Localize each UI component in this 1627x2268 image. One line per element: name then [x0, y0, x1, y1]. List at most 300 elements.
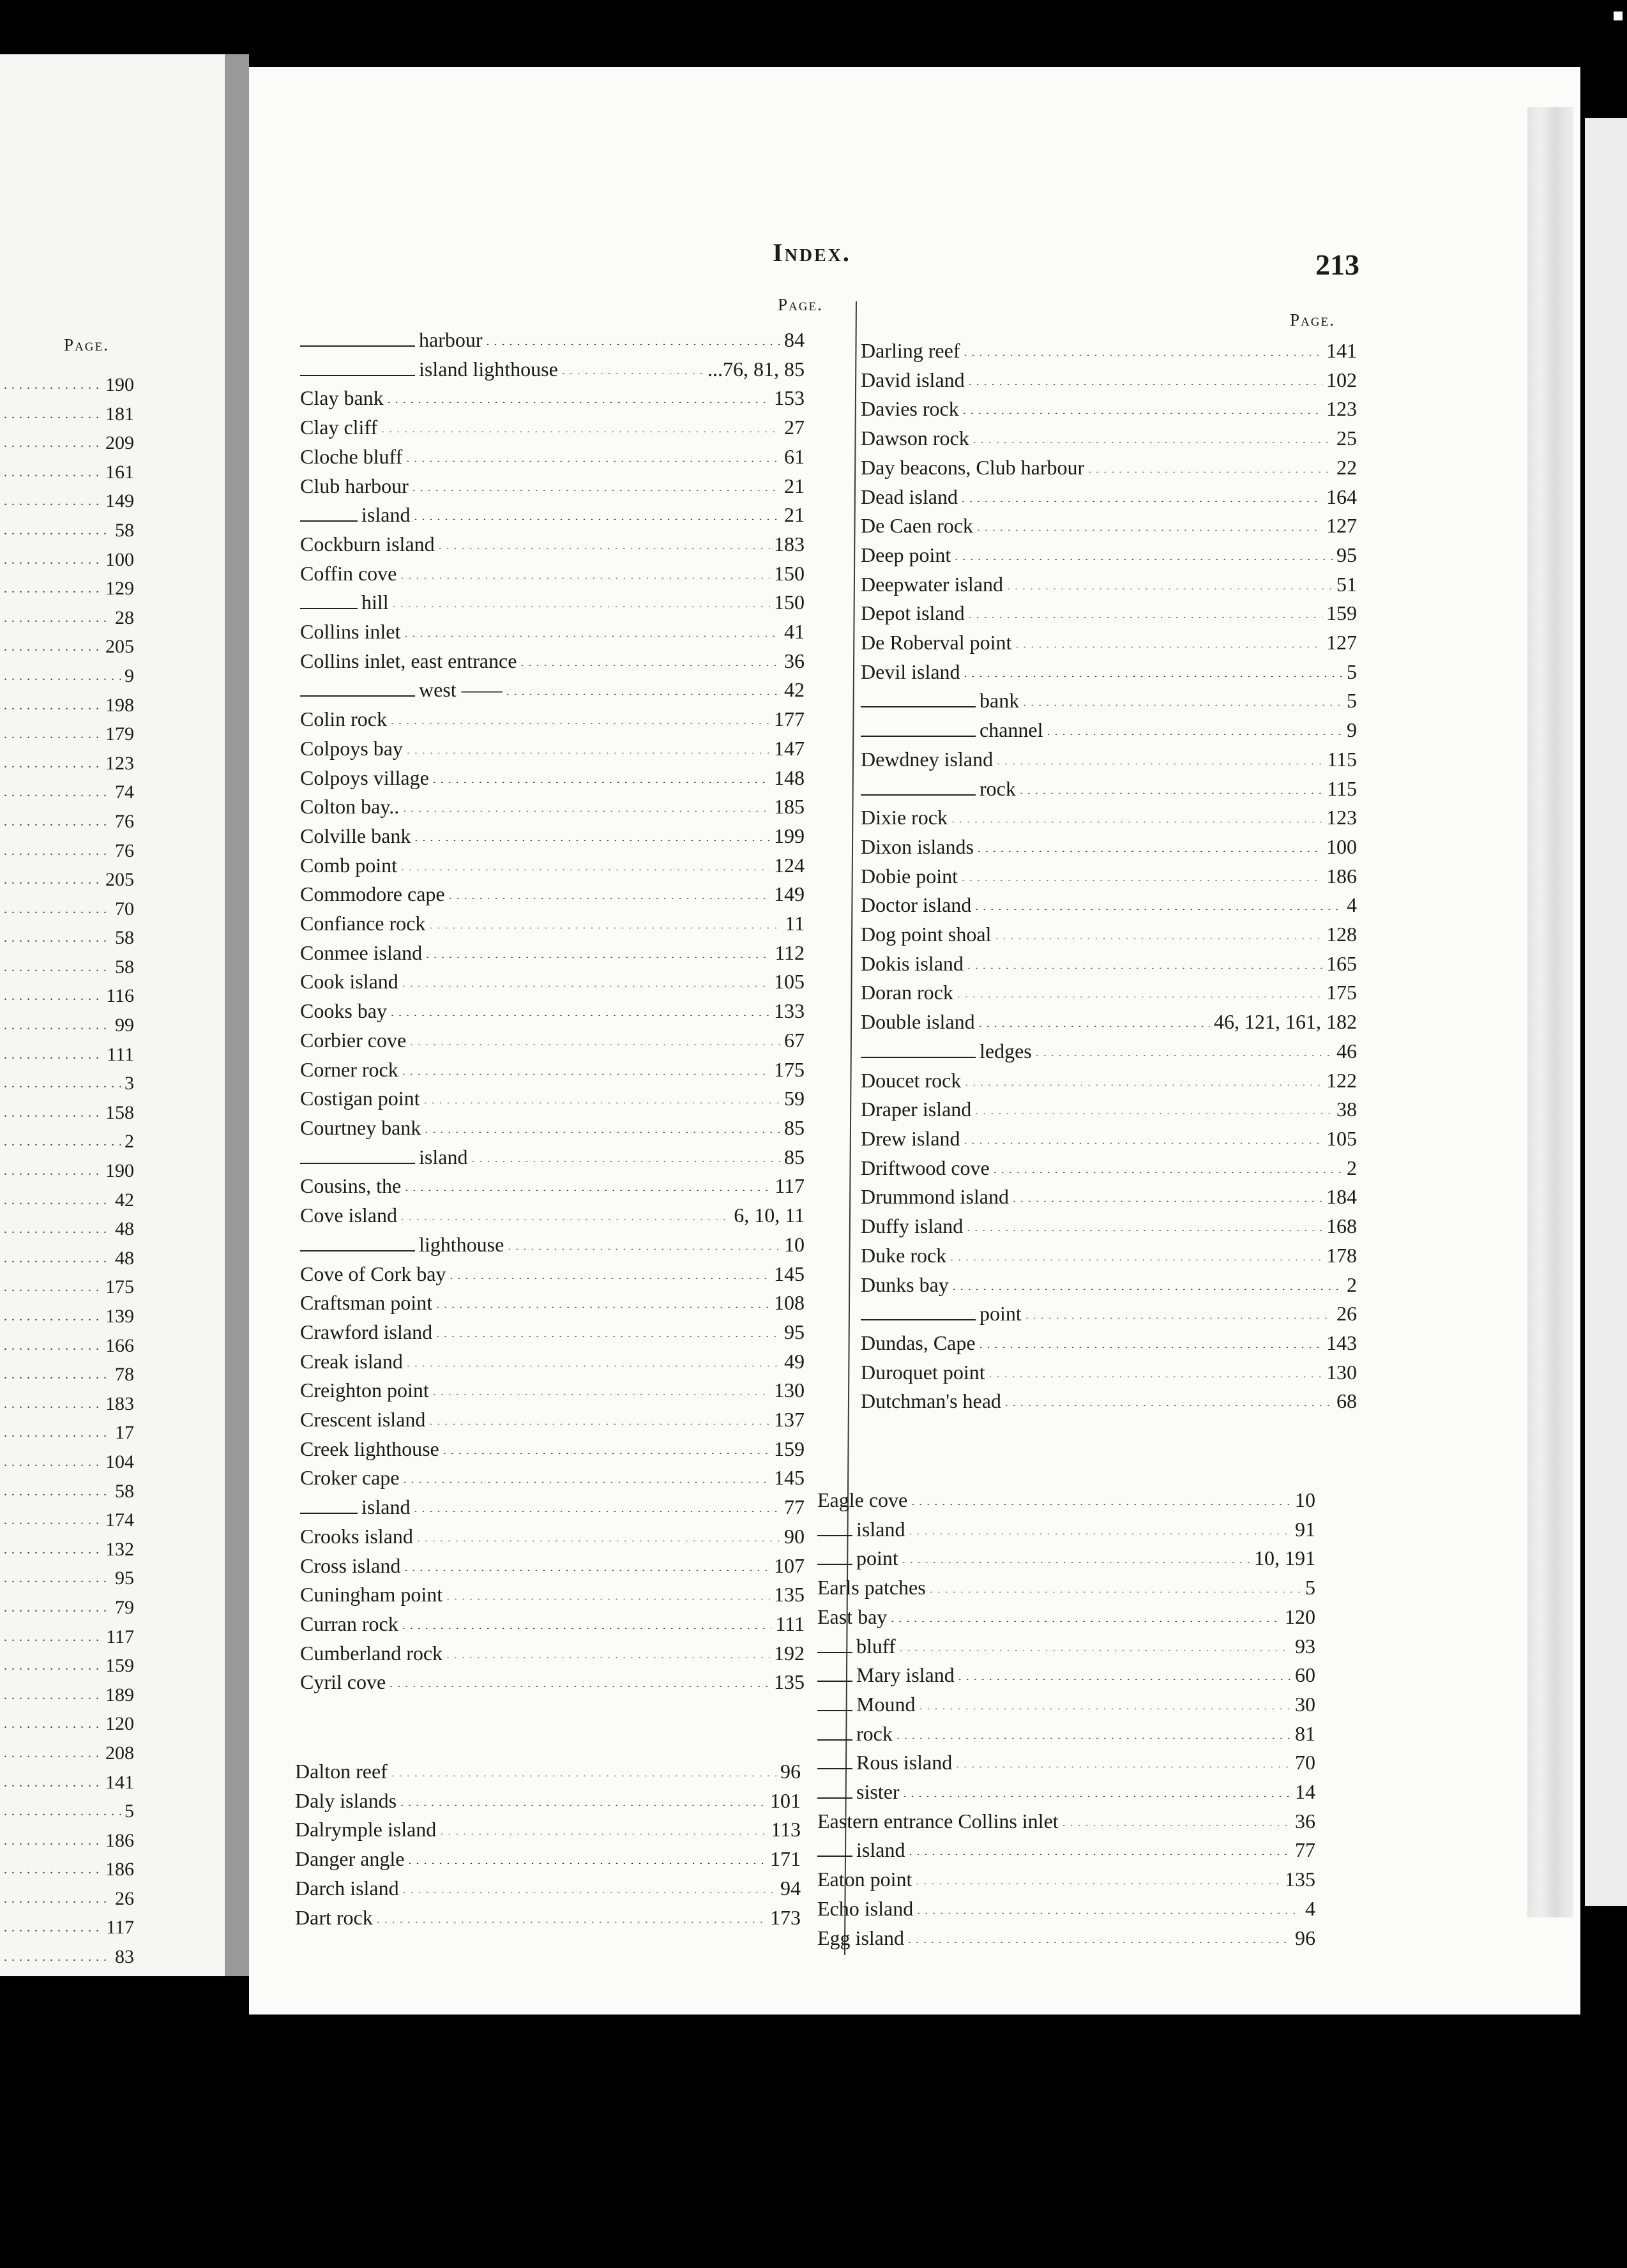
entry-page: 190 — [105, 1160, 134, 1182]
entry-page: 122 — [1326, 1068, 1357, 1092]
index-entry — [300, 1260, 805, 1289]
entry-name: Earls patches — [817, 1576, 926, 1599]
entry-page: 100 — [1326, 835, 1357, 858]
prev-page-entry — [0, 1826, 134, 1856]
prev-page-entry — [0, 1768, 134, 1797]
dot-leader — [4, 1125, 121, 1145]
index-entry — [817, 1632, 1315, 1661]
index-entry — [861, 1241, 1357, 1271]
entry-name: sister — [856, 1780, 900, 1804]
entry-name: Darch island — [295, 1876, 399, 1900]
entry-page: 95 — [1336, 543, 1357, 566]
entry-page: 183 — [105, 1393, 134, 1414]
prev-page-entry — [0, 1477, 134, 1506]
index-entry — [300, 1668, 805, 1697]
index-entry — [300, 384, 805, 413]
dot-leader — [4, 1271, 102, 1291]
dot-leader — [4, 1096, 102, 1117]
prev-page-entry — [0, 1040, 134, 1070]
dot-leader — [508, 1229, 780, 1250]
entry-page: 93 — [1295, 1634, 1315, 1658]
entry-page: 3 — [125, 1073, 134, 1094]
dot-leader — [402, 966, 770, 987]
entry-page: 150 — [774, 591, 805, 614]
dot-leader — [1023, 685, 1343, 706]
entry-name: Colville bank — [300, 824, 411, 847]
dot-leader — [978, 831, 1322, 852]
entry-page: 108 — [774, 1291, 805, 1315]
index-entry — [861, 862, 1357, 891]
entry-name: Costigan point — [300, 1087, 420, 1110]
dot-leader — [436, 1317, 780, 1337]
index-entry — [300, 909, 805, 939]
entry-page: 123 — [1326, 806, 1357, 829]
index-entry — [861, 1329, 1357, 1358]
entry-page: 105 — [774, 970, 805, 994]
index-entry — [300, 413, 805, 442]
dot-leader — [911, 1485, 1291, 1505]
dot-leader — [388, 382, 770, 403]
prev-page-number-column — [0, 370, 134, 1972]
dot-leader — [408, 1843, 766, 1864]
entry-page: 112 — [775, 941, 805, 964]
dot-leader — [4, 1621, 102, 1641]
index-entry — [300, 1114, 805, 1143]
prev-page-entry — [0, 1156, 134, 1186]
entry-name: Corbier cove — [300, 1028, 407, 1052]
entry-page: 166 — [105, 1334, 134, 1356]
index-entry — [861, 686, 1357, 716]
dot-leader — [381, 412, 780, 432]
entry-name: island — [361, 503, 411, 527]
dot-leader — [989, 1357, 1322, 1377]
dot-leader — [4, 1009, 111, 1029]
entry-page: 42 — [784, 678, 805, 702]
entry-name: point — [856, 1546, 898, 1570]
entry-name: Cockburn island — [300, 532, 435, 556]
index-entry — [300, 1610, 805, 1639]
entry-name: Egg island — [817, 1926, 904, 1949]
entry-page: 27 — [784, 416, 805, 439]
entry-page: 127 — [1326, 631, 1357, 654]
dot-leader — [975, 889, 1343, 910]
index-entry — [861, 775, 1357, 804]
index-entry — [861, 366, 1357, 395]
entry-page: 198 — [105, 694, 134, 716]
entry-name: Dutchman's head — [861, 1389, 1001, 1413]
index-entry — [861, 570, 1357, 600]
entry-page: 123 — [1326, 397, 1357, 421]
dot-leader — [406, 441, 780, 462]
entry-name: Double island — [861, 1010, 975, 1034]
entry-page: 95 — [784, 1320, 805, 1343]
dot-leader — [404, 1550, 770, 1571]
dot-leader — [4, 572, 102, 593]
index-entry — [300, 1463, 805, 1493]
entry-name: East bay — [817, 1605, 888, 1628]
entry-page: 76 — [115, 810, 134, 832]
entry-name: Dixie rock — [861, 806, 948, 829]
index-entry — [295, 1815, 801, 1845]
entry-page: 79 — [115, 1596, 134, 1618]
dot-leader — [4, 1329, 102, 1350]
dot-leader — [1036, 1036, 1333, 1056]
dot-leader — [964, 656, 1343, 677]
dot-leader — [4, 1766, 102, 1787]
prev-page-entry — [0, 691, 134, 720]
ditto-dash — [300, 1513, 358, 1514]
dot-leader — [962, 861, 1322, 881]
dot-leader — [4, 863, 102, 884]
entry-name: Colpoys bay — [300, 736, 403, 760]
dot-leader — [4, 776, 111, 796]
entry-name: point — [980, 1302, 1022, 1326]
index-entry — [300, 822, 805, 851]
prev-page-entry — [0, 1913, 134, 1942]
entry-page: 141 — [1326, 339, 1357, 362]
dot-leader — [391, 704, 770, 724]
prev-page-entry — [0, 428, 134, 458]
entry-page: 26 — [1336, 1302, 1357, 1326]
dot-leader — [506, 674, 780, 695]
index-entry — [300, 1522, 805, 1552]
entry-name: Driftwood cove — [861, 1156, 990, 1179]
ditto-dash — [817, 1535, 852, 1536]
prev-page-entry — [0, 1011, 134, 1040]
prev-page-entry — [0, 400, 134, 429]
entry-page: 5 — [125, 1801, 134, 1822]
entry-page: 116 — [106, 985, 134, 1007]
entry-page: 184 — [1326, 1185, 1357, 1209]
dot-leader — [429, 1404, 770, 1425]
index-entry — [817, 1690, 1315, 1720]
index-entry — [817, 1661, 1315, 1690]
prev-page-entry — [0, 981, 134, 1011]
entry-name: Dart rock — [295, 1905, 373, 1929]
dot-leader — [4, 543, 102, 564]
entry-page: 120 — [105, 1713, 134, 1735]
entry-name: Cousins, the — [300, 1174, 402, 1198]
index-entry — [300, 1552, 805, 1581]
entry-page: 186 — [105, 1829, 134, 1851]
entry-page: 147 — [774, 736, 805, 760]
index-entry — [861, 1037, 1357, 1066]
dot-leader — [4, 1591, 111, 1612]
entry-page: 49 — [784, 1349, 805, 1373]
dot-leader — [410, 1025, 780, 1045]
dot-leader — [997, 744, 1323, 764]
index-entry — [817, 1865, 1315, 1894]
entry-page: 94 — [780, 1876, 801, 1900]
dot-leader — [957, 977, 1322, 997]
dot-leader — [402, 1608, 772, 1629]
ditto-dash — [817, 1652, 852, 1653]
page-edge — [1527, 107, 1573, 1917]
dot-leader — [4, 718, 102, 738]
entry-name: bank — [980, 689, 1020, 713]
dot-leader — [980, 1327, 1322, 1348]
entry-page: 17 — [115, 1422, 134, 1444]
prev-page-entry — [0, 1651, 134, 1681]
entry-name: Creighton point — [300, 1379, 429, 1402]
entry-page: 36 — [784, 649, 805, 672]
entry-page: 48 — [115, 1247, 134, 1269]
entry-page: 135 — [774, 1670, 805, 1694]
entry-name: De Roberval point — [861, 631, 1012, 654]
index-entry — [861, 1008, 1357, 1037]
entry-page: 124 — [774, 853, 805, 877]
index-entry — [300, 1201, 805, 1230]
entry-page: 41 — [784, 620, 805, 644]
entry-page: 192 — [774, 1641, 805, 1665]
entry-name: Cuningham point — [300, 1583, 443, 1606]
entry-name: Cooks bay — [300, 999, 387, 1023]
prev-page-entry — [0, 1855, 134, 1884]
entry-page: 178 — [1326, 1243, 1357, 1267]
dot-leader — [962, 481, 1322, 502]
entry-page: 36 — [1295, 1809, 1315, 1833]
index-entry — [861, 920, 1357, 949]
dot-leader — [4, 660, 121, 680]
prev-page-entry — [0, 778, 134, 807]
prev-page-entry — [0, 1389, 134, 1419]
entry-page: 90 — [784, 1524, 805, 1548]
entry-name: Dokis island — [861, 951, 964, 975]
dot-leader — [446, 1638, 770, 1658]
index-entry — [817, 1603, 1315, 1632]
entry-name: Collins inlet — [300, 620, 401, 644]
dot-leader — [965, 1065, 1322, 1085]
dot-leader — [4, 601, 111, 622]
entry-page: 117 — [775, 1174, 805, 1198]
entry-page: 128 — [1326, 923, 1357, 946]
index-entry — [300, 559, 805, 589]
entry-page: 38 — [1336, 1098, 1357, 1121]
prev-page-entry — [0, 1739, 134, 1768]
index-entry — [300, 472, 805, 501]
entry-page: 26 — [115, 1887, 134, 1909]
dot-leader — [4, 630, 102, 651]
dot-leader — [973, 423, 1333, 443]
entry-page: 74 — [115, 782, 134, 803]
dot-leader — [977, 510, 1322, 531]
dot-leader — [4, 1562, 111, 1582]
entry-name: Club harbour — [300, 474, 409, 497]
entry-page: 132 — [105, 1538, 134, 1560]
entry-page: 149 — [774, 882, 805, 906]
dot-leader — [4, 1649, 102, 1670]
entry-page: 85 — [784, 1115, 805, 1139]
entry-name: Craftsman point — [300, 1291, 433, 1315]
entry-page: 95 — [115, 1568, 134, 1589]
entry-name: rock — [856, 1721, 893, 1745]
dot-leader — [412, 471, 780, 491]
ditto-dash — [817, 1564, 852, 1565]
dot-leader — [402, 1054, 770, 1075]
index-entry — [300, 1318, 805, 1347]
entry-page: 21 — [784, 503, 805, 527]
entry-page: 70 — [115, 898, 134, 919]
entry-name: Creek lighthouse — [300, 1437, 439, 1460]
index-entry — [300, 997, 805, 1026]
prev-page-entry — [0, 1069, 134, 1098]
dot-leader — [400, 558, 770, 578]
dot-leader — [446, 1579, 770, 1599]
dot-leader — [520, 646, 780, 666]
ditto-dash — [300, 1163, 415, 1164]
prev-page-entry — [0, 1127, 134, 1156]
dot-leader — [951, 802, 1322, 822]
index-entry — [861, 745, 1357, 775]
dot-leader — [390, 1667, 770, 1687]
index-entry — [300, 1347, 805, 1377]
entry-page: 70 — [1295, 1751, 1315, 1774]
entry-name: Confiance rock — [300, 912, 426, 935]
running-title: Index. — [773, 238, 851, 267]
dot-leader — [917, 1893, 1301, 1914]
dot-leader — [4, 689, 102, 709]
dot-leader — [967, 948, 1322, 969]
entry-name: Dundas, Cape — [861, 1331, 976, 1354]
index-entry — [300, 442, 805, 472]
entry-name: Doran rock — [861, 981, 953, 1004]
ditto-dash — [817, 1681, 852, 1682]
entry-name: Dog point shoal — [861, 923, 992, 946]
entry-name: Darling reef — [861, 339, 960, 362]
entry-name: island — [419, 1145, 468, 1168]
scan-speck — [1614, 11, 1623, 20]
entry-page: 58 — [115, 956, 134, 978]
entry-page: 4 — [1305, 1896, 1315, 1920]
entry-page: 205 — [105, 636, 134, 658]
entry-page: 179 — [105, 723, 134, 745]
entry-page: 10, 191 — [1254, 1546, 1315, 1570]
entry-name: Dalrymple island — [295, 1818, 437, 1841]
index-entry — [861, 978, 1357, 1008]
entry-page: 190 — [105, 374, 134, 395]
dot-leader — [975, 1094, 1333, 1114]
prev-page-entry — [0, 923, 134, 953]
index-entry — [295, 1903, 801, 1933]
entry-page: 171 — [770, 1847, 801, 1871]
entry-page: 10 — [784, 1232, 805, 1256]
dot-leader — [391, 995, 770, 1016]
dot-leader — [4, 1242, 111, 1262]
prev-page-entry — [0, 1942, 134, 1972]
prev-page-entry — [0, 1593, 134, 1622]
index-entry — [817, 1894, 1315, 1924]
dot-leader — [1007, 569, 1333, 589]
prev-page-column-heading: Page. — [64, 335, 109, 354]
dot-leader — [4, 1795, 121, 1815]
dot-leader — [429, 908, 781, 928]
dot-leader — [891, 1601, 1281, 1622]
index-entry — [861, 803, 1357, 833]
dot-leader — [4, 1358, 111, 1379]
dot-leader — [391, 1756, 776, 1776]
entry-page: 139 — [105, 1306, 134, 1327]
index-entry — [861, 395, 1357, 424]
entry-name: Dixon islands — [861, 835, 974, 858]
entry-page: 77 — [1295, 1838, 1315, 1862]
dot-leader — [4, 1213, 111, 1233]
dot-leader — [1088, 452, 1333, 472]
index-entry — [817, 1720, 1315, 1749]
ditto-dash — [300, 345, 415, 347]
dot-leader — [950, 1240, 1322, 1260]
entry-name: Davies rock — [861, 397, 959, 421]
entry-page: 149 — [105, 490, 134, 512]
dot-leader — [4, 1737, 102, 1757]
dot-leader — [443, 1433, 770, 1454]
dot-leader — [403, 791, 770, 812]
entry-name: Duffy island — [861, 1214, 964, 1238]
entry-page: 9 — [1347, 718, 1357, 742]
entry-name: Colton bay.. — [300, 795, 400, 819]
ditto-dash — [817, 1856, 852, 1857]
entry-page: 189 — [105, 1684, 134, 1705]
entry-page: 22 — [1336, 455, 1357, 479]
dot-leader — [1025, 1298, 1333, 1319]
dot-leader — [995, 919, 1322, 939]
dot-leader — [4, 1824, 102, 1845]
index-entry — [300, 326, 805, 355]
dot-leader — [4, 1446, 102, 1466]
index-entry — [300, 792, 805, 822]
entry-page: 174 — [105, 1509, 134, 1531]
entry-name: Eastern entrance Collins inlet — [817, 1809, 1059, 1833]
dot-leader — [955, 540, 1333, 560]
dot-leader — [405, 1170, 771, 1191]
prev-page-entry — [0, 1098, 134, 1128]
entry-name: Colpoys village — [300, 766, 429, 789]
entry-page: 186 — [1326, 864, 1357, 888]
entry-page: 135 — [774, 1583, 805, 1606]
entry-name: Depot island — [861, 601, 965, 625]
ditto-dash — [861, 706, 976, 707]
entry-page: 25 — [1336, 427, 1357, 450]
entry-page: 159 — [105, 1655, 134, 1677]
entry-page: 99 — [115, 1015, 134, 1036]
index-entry — [300, 1055, 805, 1085]
entry-name: Drew island — [861, 1126, 960, 1150]
entry-name: Echo island — [817, 1896, 914, 1920]
entry-page: 208 — [105, 1742, 134, 1764]
entry-page: 2 — [125, 1131, 134, 1153]
dot-leader — [953, 1269, 1343, 1290]
dot-leader — [414, 820, 770, 841]
entry-page: 46 — [1336, 1039, 1357, 1062]
entry-page: 60 — [1295, 1663, 1315, 1687]
dot-leader — [904, 1776, 1291, 1797]
entry-page: 177 — [774, 707, 805, 731]
dot-leader — [4, 1475, 111, 1495]
index-entry — [300, 1435, 805, 1464]
entry-page: 100 — [105, 548, 134, 570]
entry-page: 111 — [775, 1612, 805, 1635]
entry-name: island lighthouse — [419, 357, 558, 381]
entry-name: harbour — [419, 328, 483, 351]
prev-page-entry — [0, 836, 134, 866]
entry-page: 185 — [774, 795, 805, 819]
entry-name: Eagle cove — [817, 1488, 908, 1511]
entry-page: 165 — [1326, 951, 1357, 975]
entry-name: Dead island — [861, 485, 958, 508]
dot-leader — [414, 499, 780, 520]
entry-name: island — [361, 1495, 411, 1519]
index-entry — [300, 617, 805, 647]
page-number: 213 — [1315, 248, 1359, 281]
